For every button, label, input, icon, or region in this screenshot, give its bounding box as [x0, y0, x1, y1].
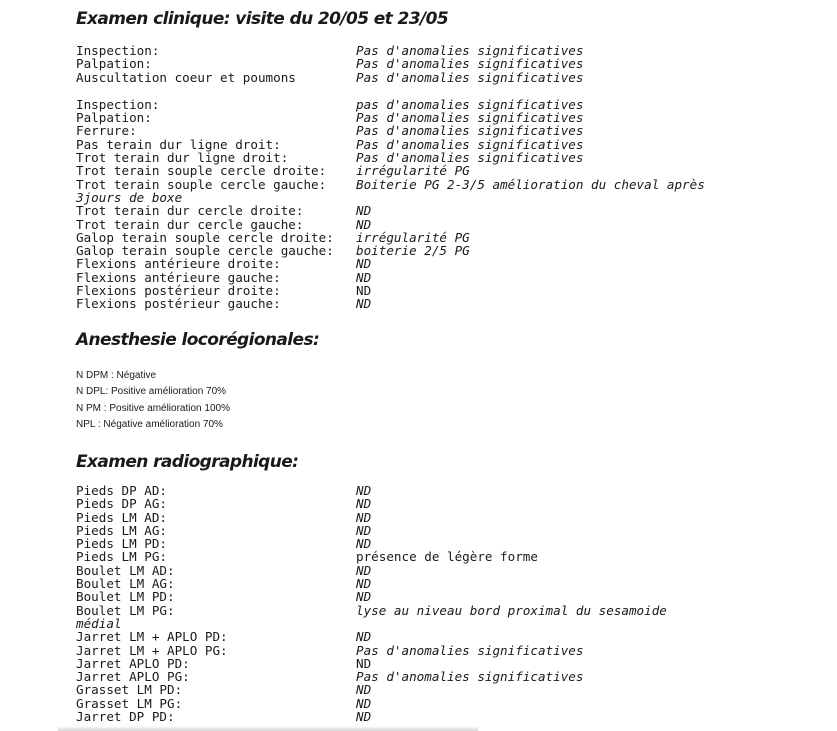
exam-label: Boulet LM AG:	[76, 576, 175, 592]
exam-value: ND	[356, 496, 372, 512]
exam-value: irrégularité PG	[356, 163, 470, 179]
exam-value: Pas d'anomalies significatives	[356, 43, 584, 58]
radiography-list	[76, 484, 667, 723]
exam-label: Pieds LM AD:	[76, 509, 167, 525]
exam-row	[76, 164, 705, 177]
exam-row	[76, 111, 705, 124]
exam-label: Flexions antérieure droite:	[76, 256, 281, 272]
clinical-exam-block	[76, 44, 705, 311]
exam-label: Trot terain souple cercle droite:	[76, 163, 327, 179]
exam-label: Palpation:	[76, 56, 152, 72]
exam-row	[76, 630, 667, 643]
exam-row	[76, 151, 705, 164]
exam-label: Trot terain dur cercle droite:	[76, 203, 304, 219]
exam-value: Pas d'anomalies significatives	[356, 69, 584, 85]
exam-label: Pieds LM PD:	[76, 536, 167, 552]
exam-row	[76, 670, 667, 683]
exam-value-continuation: médial	[76, 615, 122, 631]
exam-value: Pas d'anomalies significatives	[356, 669, 584, 685]
exam-row	[76, 644, 667, 657]
cut-off-text-line	[58, 726, 478, 731]
exam-value: ND	[356, 483, 372, 498]
exam-label: Pieds DP AD:	[76, 483, 167, 498]
exam-value: ND	[356, 682, 372, 698]
exam-value: présence de légère forme	[356, 549, 538, 565]
exam-value: ND	[356, 509, 372, 525]
exam-value: irrégularité PG	[356, 229, 470, 245]
exam-value: ND	[356, 256, 372, 272]
exam-row	[76, 284, 705, 297]
exam-label: Grasset LM PG:	[76, 695, 183, 711]
exam-row	[76, 564, 667, 577]
exam-label: Trot terain souple cercle gauche:	[76, 176, 327, 192]
clinical-exam-heading: Examen clinique: visite du 20/05 et 23/05	[76, 9, 449, 29]
exam-row	[76, 550, 667, 563]
exam-label: Jarret APLO PG:	[76, 669, 190, 685]
anesthesia-list	[76, 368, 230, 433]
exam-row	[76, 204, 705, 217]
exam-row	[76, 511, 667, 524]
exam-value: ND	[356, 655, 372, 671]
exam-row	[76, 231, 705, 244]
exam-row	[76, 697, 667, 710]
exam-label: Grasset LM PD:	[76, 682, 183, 698]
exam-value: pas d'anomalies significatives	[356, 96, 584, 112]
exam-label: Flexions postérieur gauche:	[76, 296, 281, 312]
exam-value: ND	[356, 536, 372, 552]
exam-label: Inspection:	[76, 96, 160, 112]
exam-value: ND	[356, 203, 372, 219]
exam-label: Boulet LM AD:	[76, 562, 175, 578]
exam-value: ND	[356, 216, 372, 232]
anesthesia-item: N DPM : Négative	[76, 370, 157, 381]
radiography-heading: Examen radiographique:	[76, 452, 299, 472]
exam-row	[76, 537, 667, 550]
exam-value: ND	[356, 269, 372, 285]
exam-row	[76, 710, 667, 723]
exam-label: Inspection:	[76, 43, 160, 58]
exam-label: Galop terain souple cercle gauche:	[76, 243, 334, 259]
exam-row	[76, 57, 705, 70]
exam-value: ND	[356, 283, 372, 299]
exam-value: ND	[356, 296, 372, 312]
exam-row	[76, 244, 705, 257]
exam-row	[76, 604, 667, 617]
exam-label: Auscultation coeur et poumons	[76, 69, 296, 85]
exam-label: Flexions antérieure gauche:	[76, 269, 281, 285]
exam-label: Boulet LM PD:	[76, 589, 175, 605]
exam-value: Pas d'anomalies significatives	[356, 642, 584, 658]
exam-value: Pas d'anomalies significatives	[356, 110, 584, 126]
exam-label: Jarret APLO PD:	[76, 655, 190, 671]
exam-value: ND	[356, 576, 372, 592]
exam-row	[76, 44, 705, 57]
exam-row	[76, 683, 667, 696]
exam-label: Pieds DP AG:	[76, 496, 167, 512]
exam-row	[76, 138, 705, 151]
anesthesia-heading: Anesthesie locorégionales:	[76, 330, 320, 350]
exam-row	[76, 124, 705, 137]
anesthesia-item: N DPL: Positive amélioration 70%	[76, 386, 227, 398]
exam-label: Pas terain dur ligne droit:	[76, 136, 281, 152]
exam-value-continuation: 3jours de boxe	[76, 189, 183, 205]
exam-value: ND	[356, 589, 372, 605]
exam-label: Trot terain dur cercle gauche:	[76, 216, 304, 232]
exam-label: Galop terain souple cercle droite:	[76, 229, 334, 245]
exam-value: ND	[356, 709, 372, 725]
exam-value: lyse au niveau bord proximal du sesamoide	[356, 602, 667, 618]
exam-value: Boiterie PG 2-3/5 amélioration du cheval après	[356, 176, 705, 192]
exam-row	[76, 271, 705, 284]
anesthesia-item: N PM : Positive amélioration 100%	[76, 402, 230, 414]
exam-label: Jarret LM + APLO PD:	[76, 629, 228, 645]
locomotor-exam-list	[76, 98, 705, 311]
exam-row	[76, 524, 667, 537]
exam-label: Pieds LM AG:	[76, 522, 167, 538]
exam-row	[76, 71, 705, 84]
exam-label: Flexions postérieur droite:	[76, 283, 281, 299]
anesthesia-item: NPL : Négative amélioration 70%	[76, 418, 223, 430]
exam-value: Pas d'anomalies significatives	[356, 150, 584, 166]
exam-value: ND	[356, 522, 372, 538]
exam-label: Jarret DP PD:	[76, 709, 175, 725]
exam-value: Pas d'anomalies significatives	[356, 123, 584, 139]
exam-row	[76, 98, 705, 111]
exam-label: Palpation:	[76, 110, 152, 126]
exam-value: boiterie 2/5 PG	[356, 243, 470, 259]
exam-row	[76, 497, 667, 510]
exam-row	[76, 178, 705, 191]
exam-row	[76, 297, 705, 310]
exam-value: ND	[356, 695, 372, 711]
exam-value: Pas d'anomalies significatives	[356, 56, 584, 72]
exam-row	[76, 657, 667, 670]
exam-label: Jarret LM + APLO PG:	[76, 642, 228, 658]
exam-value: Pas d'anomalies significatives	[356, 136, 584, 152]
exam-value: ND	[356, 629, 372, 645]
exam-label: Pieds LM PG:	[76, 549, 167, 565]
exam-row	[76, 484, 667, 497]
exam-row	[76, 590, 667, 603]
exam-row	[76, 577, 667, 590]
exam-label: Trot terain dur ligne droit:	[76, 150, 289, 166]
exam-value: ND	[356, 562, 372, 578]
general-exam-list	[76, 44, 705, 84]
exam-label: Ferrure:	[76, 123, 137, 139]
exam-label: Boulet LM PG:	[76, 602, 175, 618]
exam-row	[76, 257, 705, 270]
exam-row	[76, 218, 705, 231]
